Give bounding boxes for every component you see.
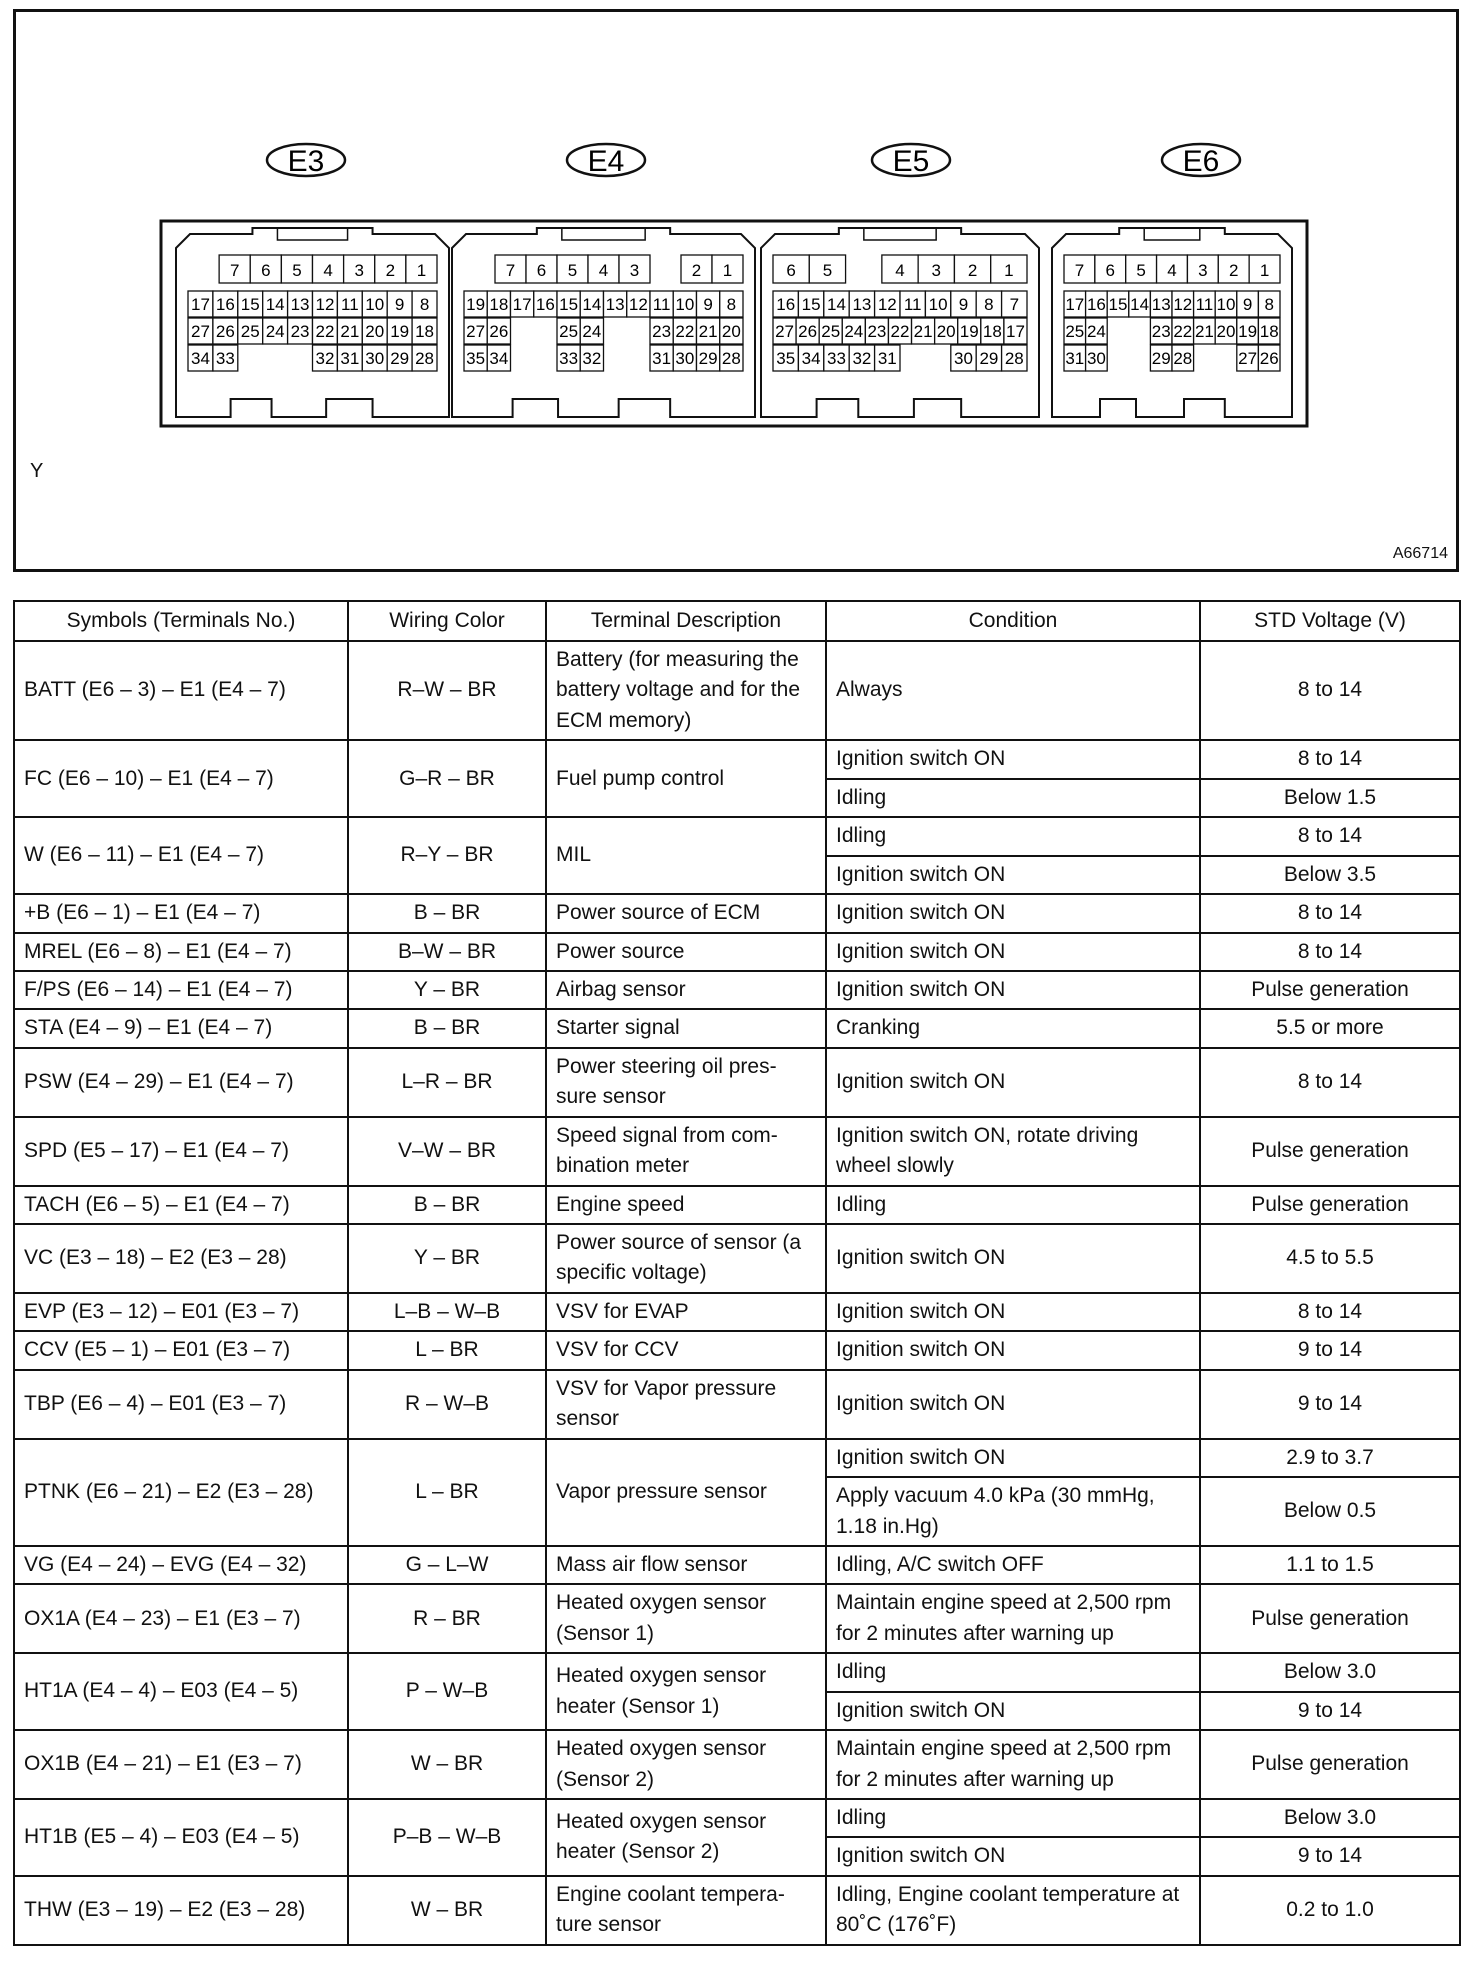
voltage-cell: 8 to 14 — [1200, 740, 1460, 778]
symbol-cell: TBP (E6 – 4) – E01 (E3 – 7) — [14, 1370, 348, 1439]
pin-number: 11 — [1195, 295, 1214, 314]
pin-number: 25 — [1065, 322, 1085, 341]
connector-latch — [562, 228, 645, 240]
description-cell: VSV for Vapor pressure sensor — [546, 1370, 826, 1439]
pin-number: 8 — [726, 295, 737, 314]
pin-number: 12 — [315, 295, 335, 314]
pin-number: 21 — [698, 322, 718, 341]
condition-cell: Ignition switch ON — [826, 1439, 1200, 1477]
pin-number: 21 — [340, 322, 360, 341]
condition-cell: Idling — [826, 1799, 1200, 1837]
table-row — [14, 1117, 1460, 1186]
pin-number: 3 — [629, 261, 640, 280]
pin-number: 28 — [721, 349, 741, 368]
description-cell: Power source of ECM — [546, 894, 826, 932]
symbol-cell: VC (E3 – 18) – E2 (E3 – 28) — [14, 1224, 348, 1293]
symbol-cell: THW (E3 – 19) – E2 (E3 – 28) — [14, 1876, 348, 1945]
pin-number: 32 — [582, 349, 602, 368]
symbol-cell: OX1A (E4 – 23) – E1 (E3 – 7) — [14, 1584, 348, 1653]
pin-number: 13 — [1151, 295, 1171, 314]
symbol-cell: HT1A (E4 – 4) – E03 (E4 – 5) — [14, 1653, 348, 1730]
condition-cell: Idling — [826, 779, 1200, 817]
pin-number: 16 — [535, 295, 555, 314]
pin-number: 20 — [936, 322, 956, 341]
pin-number: 11 — [341, 295, 359, 314]
voltage-cell: 8 to 14 — [1200, 1293, 1460, 1331]
description-cell: VSV for EVAP — [546, 1293, 826, 1331]
wiring-color-cell: L – BR — [348, 1439, 546, 1546]
condition-cell: Maintain engine speed at 2,500 rpm for 2 minutes after warning up — [826, 1584, 1200, 1653]
pin-number: 16 — [215, 295, 235, 314]
pin-number: 26 — [489, 322, 509, 341]
description-cell: MIL — [546, 817, 826, 894]
pin-number: 15 — [240, 295, 260, 314]
pin-number: 25 — [559, 322, 579, 341]
connector-drawing — [16, 12, 1456, 569]
pin-number: 8 — [1264, 295, 1274, 314]
pin-number: 2 — [385, 261, 396, 280]
pin-number: 34 — [489, 349, 509, 368]
description-cell: Power source — [546, 933, 826, 971]
pin-number: 2 — [1228, 261, 1239, 280]
pin-number: 15 — [1108, 295, 1128, 314]
connector-e5 — [761, 144, 1039, 417]
pin-number: 6 — [261, 261, 271, 280]
symbol-cell: CCV (E5 – 1) – E01 (E3 – 7) — [14, 1331, 348, 1369]
voltage-cell: Below 3.5 — [1200, 856, 1460, 894]
table-header-row — [14, 601, 1460, 641]
pin-number: 3 — [1198, 261, 1208, 280]
connector-latch — [1144, 228, 1200, 240]
pin-number: 17 — [190, 295, 210, 314]
pin-number: 22 — [1173, 322, 1193, 341]
symbol-cell: W (E6 – 11) – E1 (E4 – 7) — [14, 817, 348, 894]
pin-number: 24 — [582, 322, 602, 341]
voltage-cell: 0.2 to 1.0 — [1200, 1876, 1460, 1945]
condition-cell: Idling — [826, 1653, 1200, 1691]
header-condition: Condition — [826, 601, 1200, 641]
symbol-cell: TACH (E6 – 5) – E1 (E4 – 7) — [14, 1186, 348, 1224]
pin-number: 15 — [801, 295, 821, 314]
table-row — [14, 1186, 1460, 1224]
pin-number: 9 — [394, 295, 405, 314]
wiring-color-cell: G–R – BR — [348, 740, 546, 817]
table-row — [14, 1730, 1460, 1799]
voltage-cell: 4.5 to 5.5 — [1200, 1224, 1460, 1293]
voltage-cell: 2.9 to 3.7 — [1200, 1439, 1460, 1477]
symbol-cell: FC (E6 – 10) – E1 (E4 – 7) — [14, 740, 348, 817]
condition-cell: Ignition switch ON — [826, 1692, 1200, 1730]
pin-number: 1 — [1004, 261, 1014, 280]
condition-cell: Ignition switch ON, rotate driving wheel slowly — [826, 1117, 1200, 1186]
pin-number: 19 — [959, 322, 979, 341]
pin-number: 9 — [958, 295, 969, 314]
pin-number: 23 — [652, 322, 672, 341]
description-cell: Heated oxygen sensor heater (Sensor 1) — [546, 1653, 826, 1730]
pin-number: 5 — [1136, 261, 1146, 280]
description-cell: Speed signal from com-bination meter — [546, 1117, 826, 1186]
pin-number: 3 — [931, 261, 942, 280]
table-row — [14, 1584, 1460, 1653]
pin-number: 7 — [1074, 261, 1085, 280]
pin-number: 20 — [365, 322, 385, 341]
pin-number: 6 — [786, 261, 796, 280]
condition-cell: Ignition switch ON — [826, 971, 1200, 1009]
pin-number: 33 — [827, 349, 846, 368]
wiring-color-cell: P–B – W–B — [348, 1799, 546, 1876]
pin-number: 31 — [652, 349, 672, 368]
pin-number: 24 — [1086, 322, 1106, 341]
voltage-cell: 8 to 14 — [1200, 817, 1460, 855]
pin-number: 26 — [798, 322, 818, 341]
voltage-cell: 8 to 14 — [1200, 894, 1460, 932]
pin-number: 13 — [852, 295, 872, 314]
description-cell: Fuel pump control — [546, 740, 826, 817]
pin-number: 24 — [844, 322, 864, 341]
pin-number: 17 — [512, 295, 532, 314]
pin-number: 7 — [505, 261, 516, 280]
header-std-voltage: STD Voltage (V) — [1200, 601, 1460, 641]
pin-number: 28 — [1004, 349, 1024, 368]
pin-number: 29 — [979, 349, 999, 368]
pin-number: 6 — [1105, 261, 1116, 280]
condition-cell: Ignition switch ON — [826, 1224, 1200, 1293]
pin-number: 4 — [1167, 261, 1177, 280]
condition-cell: Idling, A/C switch OFF — [826, 1546, 1200, 1584]
symbol-cell: F/PS (E6 – 14) – E1 (E4 – 7) — [14, 971, 348, 1009]
voltage-cell: 8 to 14 — [1200, 1048, 1460, 1117]
header-symbols: Symbols (Terminals No.) — [14, 601, 348, 641]
symbol-cell: PSW (E4 – 29) – E1 (E4 – 7) — [14, 1048, 348, 1117]
wiring-color-cell: Y – BR — [348, 971, 546, 1009]
description-cell: Power steering oil pres-sure sensor — [546, 1048, 826, 1117]
pin-number: 29 — [390, 349, 410, 368]
terminal-table — [13, 600, 1461, 1946]
pin-number: 12 — [1173, 295, 1193, 314]
pin-number: 8 — [984, 295, 994, 314]
wiring-color-cell: G – L–W — [348, 1546, 546, 1584]
pin-number: 5 — [292, 261, 302, 280]
table-row — [14, 1224, 1460, 1293]
voltage-cell: 8 to 14 — [1200, 933, 1460, 971]
pin-number: 25 — [240, 322, 260, 341]
voltage-cell: 9 to 14 — [1200, 1692, 1460, 1730]
pin-number: 34 — [190, 349, 210, 368]
pin-number: 15 — [559, 295, 579, 314]
wiring-color-cell: W – BR — [348, 1876, 546, 1945]
figure-id: A66714 — [1392, 545, 1448, 562]
description-cell: Heated oxygen sensor heater (Sensor 2) — [546, 1799, 826, 1876]
pin-number: 27 — [190, 322, 210, 341]
wiring-color-cell: L–B – W–B — [348, 1293, 546, 1331]
connector-label: E6 — [1182, 145, 1220, 178]
pin-number: 19 — [390, 322, 410, 341]
pin-number: 13 — [605, 295, 625, 314]
condition-cell: Maintain engine speed at 2,500 rpm for 2 minutes after warning up — [826, 1730, 1200, 1799]
pin-number: 16 — [776, 295, 796, 314]
table-row — [14, 894, 1460, 932]
voltage-cell: Below 0.5 — [1200, 1477, 1460, 1546]
wiring-color-cell: L – BR — [348, 1331, 546, 1369]
pin-number: 27 — [466, 322, 486, 341]
pin-number: 31 — [1065, 349, 1085, 368]
condition-cell: Ignition switch ON — [826, 1293, 1200, 1331]
symbol-cell: PTNK (E6 – 21) – E2 (E3 – 28) — [14, 1439, 348, 1546]
connector-diagram — [13, 9, 1459, 572]
voltage-cell: Pulse generation — [1200, 971, 1460, 1009]
voltage-cell: Pulse generation — [1200, 1584, 1460, 1653]
connector-label: E4 — [587, 145, 625, 178]
symbol-cell: BATT (E6 – 3) – E1 (E4 – 7) — [14, 641, 348, 740]
connector-label: E5 — [892, 145, 930, 178]
table-row — [14, 1293, 1460, 1331]
pin-number: 7 — [1009, 295, 1020, 314]
connector-e4 — [452, 144, 755, 417]
table-row — [14, 1546, 1460, 1584]
connector-e3 — [176, 144, 449, 417]
pin-number: 10 — [365, 295, 385, 314]
condition-cell: Idling — [826, 1186, 1200, 1224]
pin-number: 19 — [1238, 322, 1258, 341]
description-cell: VSV for CCV — [546, 1331, 826, 1369]
voltage-cell: Below 1.5 — [1200, 779, 1460, 817]
connector-label: E3 — [287, 145, 325, 178]
description-cell: Heated oxygen sensor (Sensor 1) — [546, 1584, 826, 1653]
voltage-cell: 9 to 14 — [1200, 1837, 1460, 1875]
pin-number: 22 — [315, 322, 335, 341]
condition-cell: Ignition switch ON — [826, 1331, 1200, 1369]
table-row — [14, 1370, 1460, 1439]
pin-number: 19 — [466, 295, 486, 314]
pin-number: 1 — [1259, 261, 1270, 280]
pin-number: 21 — [913, 322, 933, 341]
pin-number: 1 — [722, 261, 733, 280]
pin-number: 22 — [890, 322, 910, 341]
table-row — [14, 1653, 1460, 1691]
pin-number: 10 — [675, 295, 695, 314]
pin-number: 11 — [903, 295, 922, 314]
pin-number: 35 — [776, 349, 796, 368]
pin-number: 27 — [1238, 349, 1258, 368]
table-row — [14, 1799, 1460, 1837]
table-row — [14, 1439, 1460, 1477]
pin-number: 35 — [466, 349, 486, 368]
pin-number: 29 — [698, 349, 718, 368]
wiring-color-cell: P – W–B — [348, 1653, 546, 1730]
table-row — [14, 1876, 1460, 1945]
header-wiring-color: Wiring Color — [348, 601, 546, 641]
description-cell: Airbag sensor — [546, 971, 826, 1009]
description-cell: Power source of sensor (a specific voltage) — [546, 1224, 826, 1293]
wiring-color-cell: R–W – BR — [348, 641, 546, 740]
wiring-color-cell: L–R – BR — [348, 1048, 546, 1117]
pin-number: 12 — [877, 295, 897, 314]
symbol-cell: +B (E6 – 1) – E1 (E4 – 7) — [14, 894, 348, 932]
pin-number: 4 — [598, 261, 609, 280]
symbol-cell: SPD (E5 – 17) – E1 (E4 – 7) — [14, 1117, 348, 1186]
pin-number: 18 — [1259, 322, 1279, 341]
wiring-color-cell: Y – BR — [348, 1224, 546, 1293]
pin-number: 33 — [559, 349, 579, 368]
wiring-color-cell: B – BR — [348, 1009, 546, 1047]
symbol-cell: OX1B (E4 – 21) – E1 (E3 – 7) — [14, 1730, 348, 1799]
table-row — [14, 740, 1460, 778]
voltage-cell: 8 to 14 — [1200, 641, 1460, 740]
pin-number: 14 — [827, 295, 846, 314]
pin-number: 18 — [415, 322, 435, 341]
pin-number: 5 — [567, 261, 578, 280]
description-cell: Vapor pressure sensor — [546, 1439, 826, 1546]
pin-number: 30 — [675, 349, 695, 368]
pin-number: 32 — [852, 349, 872, 368]
table-row — [14, 971, 1460, 1009]
pin-number: 30 — [1086, 349, 1106, 368]
pin-number: 21 — [1194, 322, 1214, 341]
connector-latch — [277, 228, 347, 240]
condition-cell: Apply vacuum 4.0 kPa (30 mmHg, 1.18 in.Hg) — [826, 1477, 1200, 1546]
connector-e6 — [1052, 144, 1292, 417]
pin-number: 28 — [415, 349, 435, 368]
description-cell: Mass air flow sensor — [546, 1546, 826, 1584]
table-row — [14, 933, 1460, 971]
condition-cell: Ignition switch ON — [826, 1370, 1200, 1439]
condition-cell: Ignition switch ON — [826, 933, 1200, 971]
voltage-cell: 5.5 or more — [1200, 1009, 1460, 1047]
pin-number: 18 — [489, 295, 509, 314]
pin-number: 29 — [1151, 349, 1171, 368]
pin-number: 1 — [416, 261, 427, 280]
table-body — [14, 641, 1460, 1945]
pin-number: 17 — [1005, 322, 1025, 341]
pin-number: 6 — [536, 261, 547, 280]
pin-number: 12 — [628, 295, 648, 314]
condition-cell: Cranking — [826, 1009, 1200, 1047]
pin-number: 14 — [1130, 295, 1150, 314]
table-row — [14, 1331, 1460, 1369]
pin-number: 24 — [265, 322, 285, 341]
pin-number: 14 — [582, 295, 602, 314]
pin-number: 31 — [877, 349, 897, 368]
pin-number: 3 — [354, 261, 364, 280]
pin-number: 23 — [290, 322, 310, 341]
voltage-cell: Below 3.0 — [1200, 1653, 1460, 1691]
side-label: Y — [30, 460, 44, 482]
symbol-cell: HT1B (E5 – 4) – E03 (E4 – 5) — [14, 1799, 348, 1876]
voltage-cell: 9 to 14 — [1200, 1331, 1460, 1369]
wiring-color-cell: B – BR — [348, 894, 546, 932]
wiring-color-cell: B–W – BR — [348, 933, 546, 971]
pin-number: 23 — [867, 322, 887, 341]
wiring-color-cell: R – W–B — [348, 1370, 546, 1439]
header-terminal-description: Terminal Description — [546, 601, 826, 641]
pin-number: 7 — [229, 261, 240, 280]
pin-number: 18 — [982, 322, 1002, 341]
table-row — [14, 641, 1460, 740]
table-row — [14, 817, 1460, 855]
wiring-color-cell: R – BR — [348, 1584, 546, 1653]
pin-number: 14 — [265, 295, 285, 314]
pin-number: 31 — [340, 349, 360, 368]
symbol-cell: EVP (E3 – 12) – E01 (E3 – 7) — [14, 1293, 348, 1331]
pin-number: 33 — [215, 349, 235, 368]
table-row — [14, 1009, 1460, 1047]
condition-cell: Idling, Engine coolant temperature at 80˚C (176˚F) — [826, 1876, 1200, 1945]
condition-cell: Ignition switch ON — [826, 1837, 1200, 1875]
voltage-cell: 1.1 to 1.5 — [1200, 1546, 1460, 1584]
pin-number: 10 — [1216, 295, 1236, 314]
pin-number: 17 — [1065, 295, 1085, 314]
pin-number: 13 — [290, 295, 310, 314]
pin-number: 16 — [1086, 295, 1106, 314]
condition-cell: Ignition switch ON — [826, 856, 1200, 894]
voltage-cell: Below 3.0 — [1200, 1799, 1460, 1837]
description-cell: Engine speed — [546, 1186, 826, 1224]
pin-number: 4 — [895, 261, 905, 280]
pin-number: 20 — [721, 322, 741, 341]
pin-number: 4 — [323, 261, 333, 280]
voltage-cell: Pulse generation — [1200, 1730, 1460, 1799]
pin-number: 9 — [703, 295, 713, 314]
pin-number: 20 — [1216, 322, 1236, 341]
pin-number: 25 — [821, 322, 841, 341]
condition-cell: Always — [826, 641, 1200, 740]
table-row — [14, 1048, 1460, 1117]
pin-number: 23 — [1151, 322, 1171, 341]
condition-cell: Ignition switch ON — [826, 894, 1200, 932]
pin-number: 2 — [691, 261, 702, 280]
description-cell: Engine coolant tempera-ture sensor — [546, 1876, 826, 1945]
voltage-cell: Pulse generation — [1200, 1186, 1460, 1224]
symbol-cell: STA (E4 – 9) – E1 (E4 – 7) — [14, 1009, 348, 1047]
description-cell: Battery (for measuring the battery voltage and for the ECM memory) — [546, 641, 826, 740]
pin-number: 2 — [967, 261, 978, 280]
condition-cell: Ignition switch ON — [826, 740, 1200, 778]
description-cell: Heated oxygen sensor (Sensor 2) — [546, 1730, 826, 1799]
pin-number: 34 — [801, 349, 821, 368]
pin-number: 30 — [954, 349, 973, 368]
voltage-cell: Pulse generation — [1200, 1117, 1460, 1186]
pin-number: 28 — [1173, 349, 1193, 368]
pin-number: 10 — [928, 295, 948, 314]
pin-number: 27 — [775, 322, 795, 341]
wiring-color-cell: B – BR — [348, 1186, 546, 1224]
pin-number: 26 — [1259, 349, 1279, 368]
pin-number: 11 — [652, 295, 671, 314]
pin-number: 30 — [365, 349, 385, 368]
pin-number: 32 — [315, 349, 335, 368]
pin-number: 9 — [1242, 295, 1253, 314]
pin-number: 5 — [822, 261, 833, 280]
pin-number: 8 — [419, 295, 430, 314]
pin-number: 26 — [215, 322, 235, 341]
symbol-cell: MREL (E6 – 8) – E1 (E4 – 7) — [14, 933, 348, 971]
symbol-cell: VG (E4 – 24) – EVG (E4 – 32) — [14, 1546, 348, 1584]
wiring-color-cell: R–Y – BR — [348, 817, 546, 894]
condition-cell: Ignition switch ON — [826, 1048, 1200, 1117]
description-cell: Starter signal — [546, 1009, 826, 1047]
pin-number: 22 — [675, 322, 695, 341]
condition-cell: Idling — [826, 817, 1200, 855]
connector-latch — [864, 228, 936, 240]
wiring-color-cell: W – BR — [348, 1730, 546, 1799]
voltage-cell: 9 to 14 — [1200, 1370, 1460, 1439]
wiring-color-cell: V–W – BR — [348, 1117, 546, 1186]
